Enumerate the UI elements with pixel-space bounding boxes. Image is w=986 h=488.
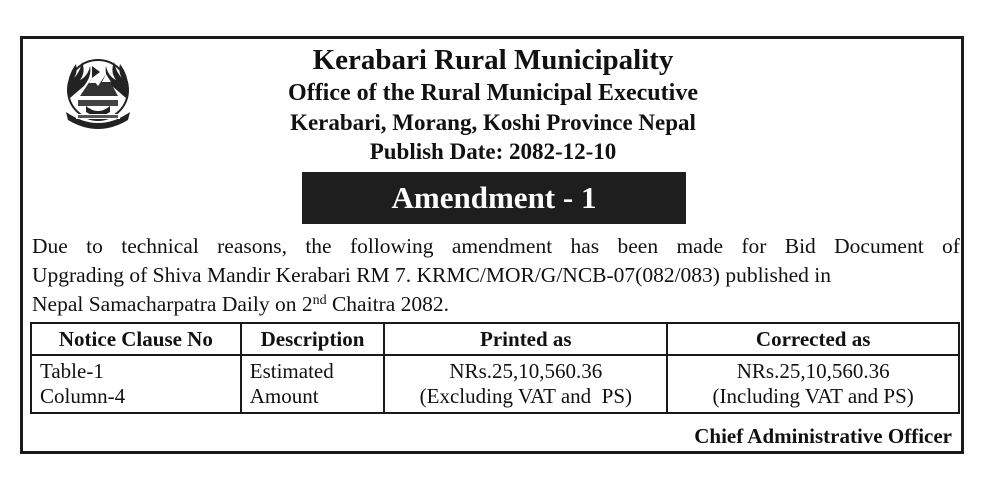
paragraph-line-3 [32, 290, 960, 319]
office-name: Office of the Rural Municipal Executive [288, 80, 698, 106]
printed-note: (Excluding VAT and PS) [419, 384, 632, 408]
word: following [349, 234, 434, 258]
description-line-1: Estimated [249, 359, 334, 383]
word: been [617, 234, 659, 258]
printed-amount: NRs.25,10,560.36 [449, 359, 603, 383]
paragraph-line-2: Upgrading of Shiva Mandir Kerabari RM 7. KRMC/MOR/G/NCB-07(082/083) published in [32, 263, 832, 287]
cell-printed-as [384, 355, 667, 413]
signatory-title: Chief Administrative Officer [694, 424, 952, 448]
header-description: Description [241, 323, 385, 355]
word: of [942, 234, 960, 258]
clause-line-2: Column-4 [40, 384, 126, 408]
table-header-row [31, 323, 959, 355]
corrected-note: (Including VAT and PS) [712, 384, 914, 408]
amendment-banner: Amendment - 1 [302, 172, 686, 224]
table-row [31, 355, 959, 413]
word: made [676, 234, 723, 258]
header-notice-clause: Notice Clause No [31, 323, 241, 355]
cell-description [241, 355, 385, 413]
paragraph-line-3-text: Nepal Samacharpatra Daily on 2 [32, 292, 313, 316]
word: to [86, 234, 103, 258]
header-printed-as: Printed as [384, 323, 667, 355]
cell-corrected-as [667, 355, 959, 413]
amendment-paragraph [32, 232, 960, 319]
publish-date: Publish Date: 2082-12-10 [369, 139, 617, 164]
word: technical [121, 234, 199, 258]
word: the [305, 234, 332, 258]
word: has [570, 234, 600, 258]
paragraph-line-3-end: Chaitra 2082. [326, 292, 450, 316]
paragraph-line-1 [32, 232, 960, 261]
word: Document [834, 234, 924, 258]
description-line-2: Amount [249, 384, 319, 408]
amendment-table [30, 322, 960, 414]
word: Due [32, 234, 68, 258]
word: reasons, [217, 234, 287, 258]
header-corrected-as: Corrected as [667, 323, 959, 355]
ordinal-suffix: nd [312, 293, 327, 308]
word: amendment [451, 234, 553, 258]
word: Bid [784, 234, 816, 258]
corrected-amount: NRs.25,10,560.36 [736, 359, 890, 383]
address: Kerabari, Morang, Koshi Province Nepal [290, 110, 696, 135]
cell-notice-clause [31, 355, 241, 413]
clause-line-1: Table-1 [40, 359, 104, 383]
municipality-name: Kerabari Rural Municipality [312, 44, 674, 76]
word: for [741, 234, 767, 258]
